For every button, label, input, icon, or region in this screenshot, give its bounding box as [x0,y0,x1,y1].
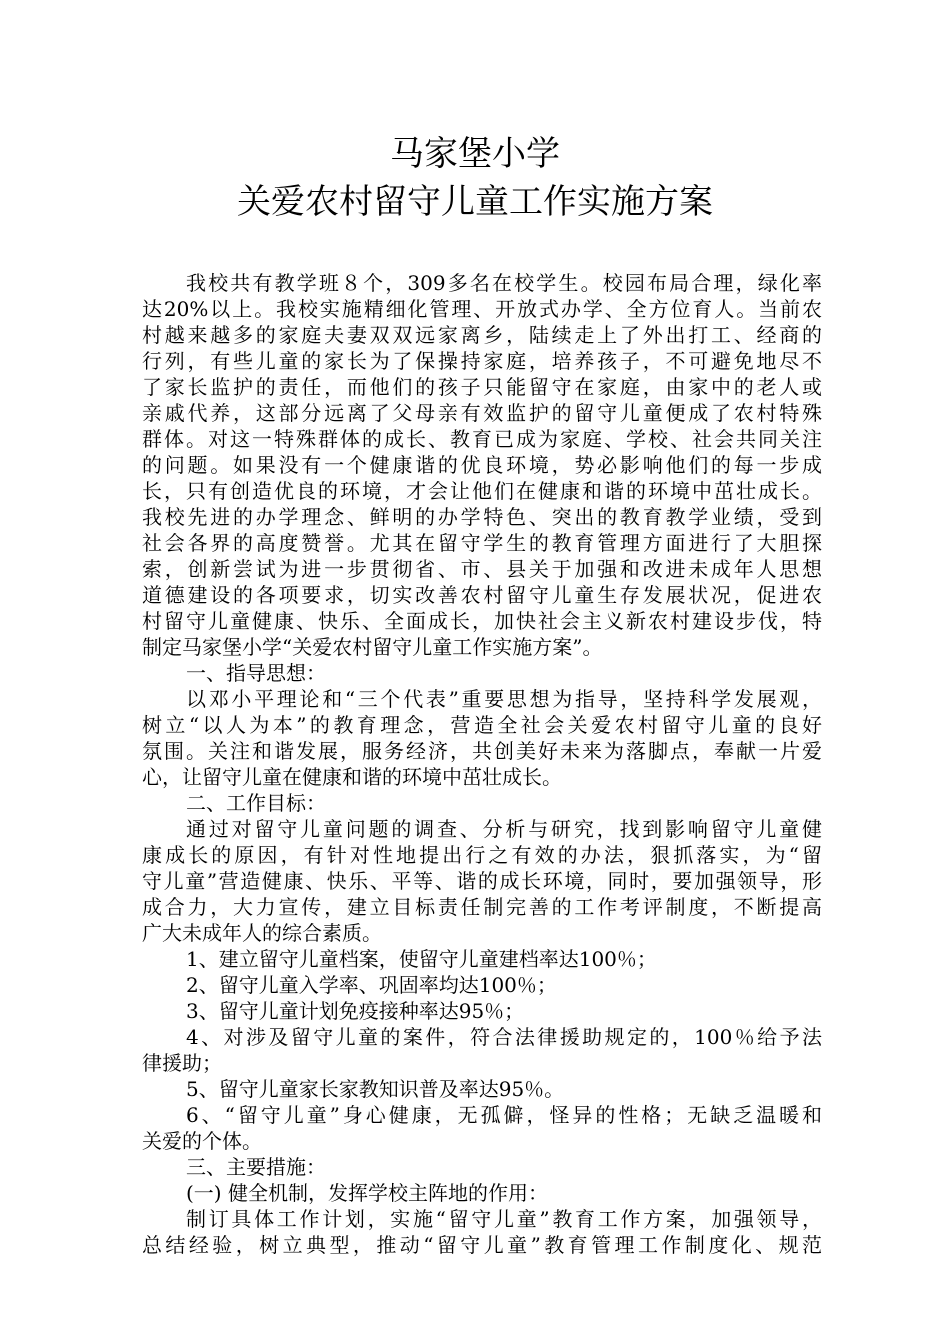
text-line: 亲戚代养，这部分远离了父母亲有效监护的留守儿童便成了农村特殊 [142,401,822,425]
text-line: 长，只有创造优良的环境，才会让他们在健康和谐的环境中茁壮成长。 [142,479,822,503]
text-line: 村留守儿童健康、快乐、全面成长，加快社会主义新农村建设步伐，特 [142,609,822,633]
text-line: 我校共有教学班８个，309多名在校学生。校园布局合理，绿化率 [186,271,822,295]
section-heading: 三、主要措施： [186,1155,326,1179]
list-item: 4、对涉及留守儿童的案件，符合法律援助规定的，100％给予法 [186,1025,822,1049]
list-item: 5、留守儿童家长家教知识普及率达95％。 [186,1077,565,1101]
text-line: 行列，有些儿童的家长为了保操持家庭，培养孩子，不可避免地尽不 [142,349,822,373]
text-line: 守儿童”营造健康、快乐、平等、谐的成长环境，同时，要加强领导，形 [142,869,822,893]
document-title-plan: 关爱农村留守儿童工作实施方案 [237,182,713,222]
text-line: 氛围。关注和谐发展，服务经济，共创美好未来为落脚点，奉献一片爱 [142,739,822,763]
text-line: 了家长监护的责任，而他们的孩子只能留守在家庭，由家中的老人或 [142,375,822,399]
text-line: 制定马家堡小学“关爱农村留守儿童工作实施方案”。 [142,635,603,659]
text-line: 社会各界的高度赞誉。尤其在留守学生的教育管理方面进行了大胆探 [142,531,822,555]
section-heading: 一、指导思想： [186,661,326,685]
document-body [142,270,822,1258]
subsection-heading: (一) 健全机制，发挥学校主阵地的作用： [186,1181,548,1205]
list-item: 2、留守儿童入学率、巩固率均达100％； [186,973,557,997]
text-line: 制订具体工作计划，实施“留守儿童”教育工作方案，加强领导， [186,1207,822,1231]
list-item: 3、留守儿童计划免疫接种率达95％； [186,999,525,1023]
text-line: 律援助； [142,1051,222,1075]
text-line: 关爱的个体。 [142,1129,262,1153]
document-title-school: 马家堡小学 [390,134,560,174]
list-item: 6、“留守儿童”身心健康，无孤僻，怪异的性格；无缺乏温暖和 [186,1103,822,1127]
text-line: 通过对留守儿童问题的调查、分析与研究，找到影响留守儿童健 [186,817,822,841]
text-line: 成合力，大力宣传，建立目标责任制完善的工作考评制度，不断提高 [142,895,822,919]
text-line: 总结经验，树立典型，推动“留守儿童”教育管理工作制度化、规范 [142,1233,822,1257]
text-line: 心，让留守儿童在健康和谐的环境中茁壮成长。 [142,765,562,789]
list-item: 1、建立留守儿童档案，使留守儿童建档率达100％； [186,947,657,971]
text-line: 以邓小平理论和“三个代表”重要思想为指导，坚持科学发展观， [186,687,822,711]
text-line: 索，创新尝试为进一步贯彻省、市、县关于加强和改进未成年人思想 [142,557,822,581]
text-line: 树立“以人为本”的教育理念，营造全社会关爱农村留守儿童的良好 [142,713,822,737]
text-line: 群体。对这一特殊群体的成长、教育已成为家庭、学校、社会共同关注 [142,427,822,451]
text-line: 达20%以上。我校实施精细化管理、开放式办学、全方位育人。当前农 [142,297,822,321]
text-line: 康成长的原因，有针对性地提出行之有效的办法，狠抓落实，为“留 [142,843,822,867]
text-line: 村越来越多的家庭夫妻双双远家离乡，陆续走上了外出打工、经商的 [142,323,822,347]
text-line: 道德建设的各项要求，切实改善农村留守儿童生存发展状况，促进农 [142,583,822,607]
text-line: 广大未成年人的综合素质。 [142,921,382,945]
text-line: 我校先进的办学理念、鲜明的办学特色、突出的教育教学业绩，受到 [142,505,822,529]
section-heading: 二、工作目标： [186,791,326,815]
text-line: 的问题。如果没有一个健康谐的优良环境，势必影响他们的每一步成 [142,453,822,477]
